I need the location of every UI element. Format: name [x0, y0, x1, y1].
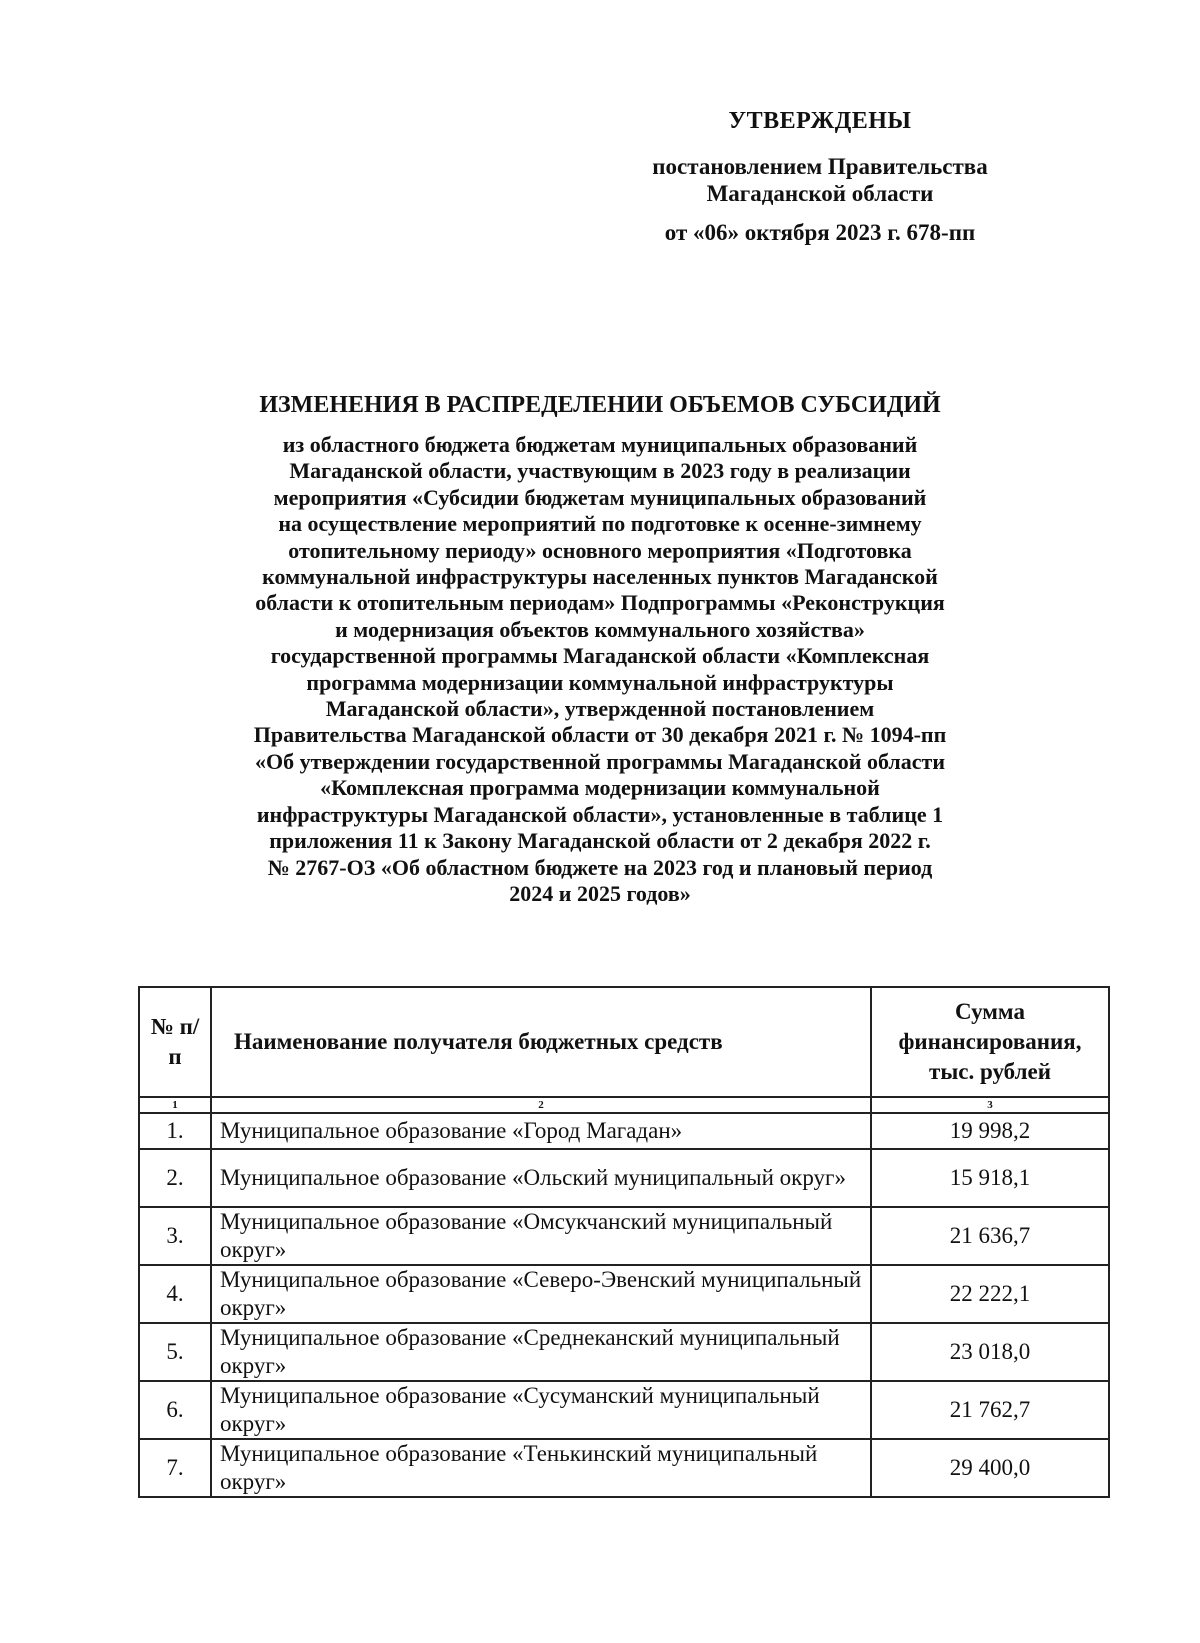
row-number: 4. — [139, 1265, 211, 1323]
table-row — [139, 1207, 1109, 1265]
funding-amount: 23 018,0 — [871, 1323, 1109, 1381]
column-number: 3 — [871, 1097, 1109, 1113]
column-number: 1 — [139, 1097, 211, 1113]
subtitle-line: инфраструктуры Магаданской области», установленные в таблице 1 — [256, 801, 944, 827]
funding-amount: 15 918,1 — [871, 1149, 1109, 1207]
subtitle-line: отопительному периоду» основного мероприятия «Подготовка — [288, 537, 912, 563]
funding-amount: 21 636,7 — [871, 1207, 1109, 1265]
subtitle-line: коммунальной инфраструктуры населенных пунктов Магаданской — [262, 564, 938, 590]
table-row — [139, 1323, 1109, 1381]
funding-amount: 21 762,7 — [871, 1381, 1109, 1439]
subtitle-line: и модернизация объектов коммунального хозяйства» — [335, 616, 865, 642]
approval-line-1: постановлением Правительства — [652, 154, 988, 179]
subtitle-line: приложения 11 к Закону Магаданской области от 2 декабря 2022 г. — [269, 828, 931, 854]
column-number: 2 — [211, 1097, 871, 1113]
subsidies-table — [138, 986, 1110, 1498]
subtitle-line: Магаданской области, участвующим в 2023 году в реализации — [289, 458, 911, 484]
header-sum: Сумма финансирования, тыс. рублей — [871, 987, 1109, 1097]
approval-line-2: Магаданской области — [706, 181, 934, 206]
recipient-name: Муниципальное образование «Среднеканский муниципальный округ» — [211, 1323, 871, 1381]
row-number: 5. — [139, 1323, 211, 1381]
subtitle-line: «Комплексная программа модернизации коммунальной — [320, 775, 880, 801]
table-header-row — [139, 987, 1109, 1097]
subtitle-line: области к отопительным периодам» Подпрограммы «Реконструкция — [255, 590, 945, 616]
row-number: 3. — [139, 1207, 211, 1265]
subtitle-line: № 2767-ОЗ «Об областном бюджете на 2023 год и плановый период — [267, 854, 933, 880]
subtitle-line: государственной программы Магаданской области «Комплексная — [270, 643, 930, 669]
table-row — [139, 1439, 1109, 1497]
approval-date: от «06» октября 2023 г. 678-пп — [664, 220, 976, 245]
document-subtitle — [140, 432, 1060, 907]
recipient-name: Муниципальное образование «Северо-Эвенский муниципальный округ» — [211, 1265, 871, 1323]
recipient-name: Муниципальное образование «Омсукчанский муниципальный округ» — [211, 1207, 871, 1265]
subtitle-line: мероприятия «Субсидии бюджетам муниципальных образований — [273, 484, 927, 510]
header-name: Наименование получателя бюджетных средств — [211, 987, 871, 1097]
subtitle-line: программа модернизации коммунальной инфраструктуры — [306, 669, 894, 695]
table-row — [139, 1149, 1109, 1207]
recipient-name: Муниципальное образование «Тенькинский муниципальный округ» — [211, 1439, 871, 1497]
table-row — [139, 1381, 1109, 1439]
row-number: 1. — [139, 1113, 211, 1149]
funding-amount: 19 998,2 — [871, 1113, 1109, 1149]
recipient-name: Муниципальное образование «Сусуманский муниципальный округ» — [211, 1381, 871, 1439]
row-number: 2. — [139, 1149, 211, 1207]
funding-amount: 22 222,1 — [871, 1265, 1109, 1323]
subtitle-line: Правительства Магаданской области от 30 декабря 2021 г. № 1094-пп — [253, 722, 947, 748]
row-number: 7. — [139, 1439, 211, 1497]
recipient-name: Муниципальное образование «Город Магадан» — [211, 1113, 871, 1149]
table-row — [139, 1113, 1109, 1149]
column-number-row — [139, 1097, 1109, 1113]
subtitle-line: из областного бюджета бюджетам муниципальных образований — [282, 432, 918, 457]
table-row — [139, 1265, 1109, 1323]
subtitle-line: 2024 и 2025 годов» — [509, 880, 691, 906]
recipient-name: Муниципальное образование «Ольский муниципальный округ» — [211, 1149, 871, 1207]
subtitle-line: на осуществление мероприятий по подготовке к осенне-зимнему — [278, 511, 922, 537]
approval-block — [560, 108, 1080, 246]
funding-amount: 29 400,0 — [871, 1439, 1109, 1497]
subtitle-line: Магаданской области», утвержденной постановлением — [325, 696, 875, 722]
approval-heading: УТВЕРЖДЕНЫ — [728, 108, 912, 134]
document-title: ИЗМЕНЕНИЯ В РАСПРЕДЕЛЕНИИ ОБЪЕМОВ СУБСИДИЙ — [259, 392, 941, 418]
row-number: 6. — [139, 1381, 211, 1439]
header-num: № п/п — [139, 987, 211, 1097]
subtitle-line: «Об утверждении государственной программы Магаданской области — [254, 748, 946, 774]
